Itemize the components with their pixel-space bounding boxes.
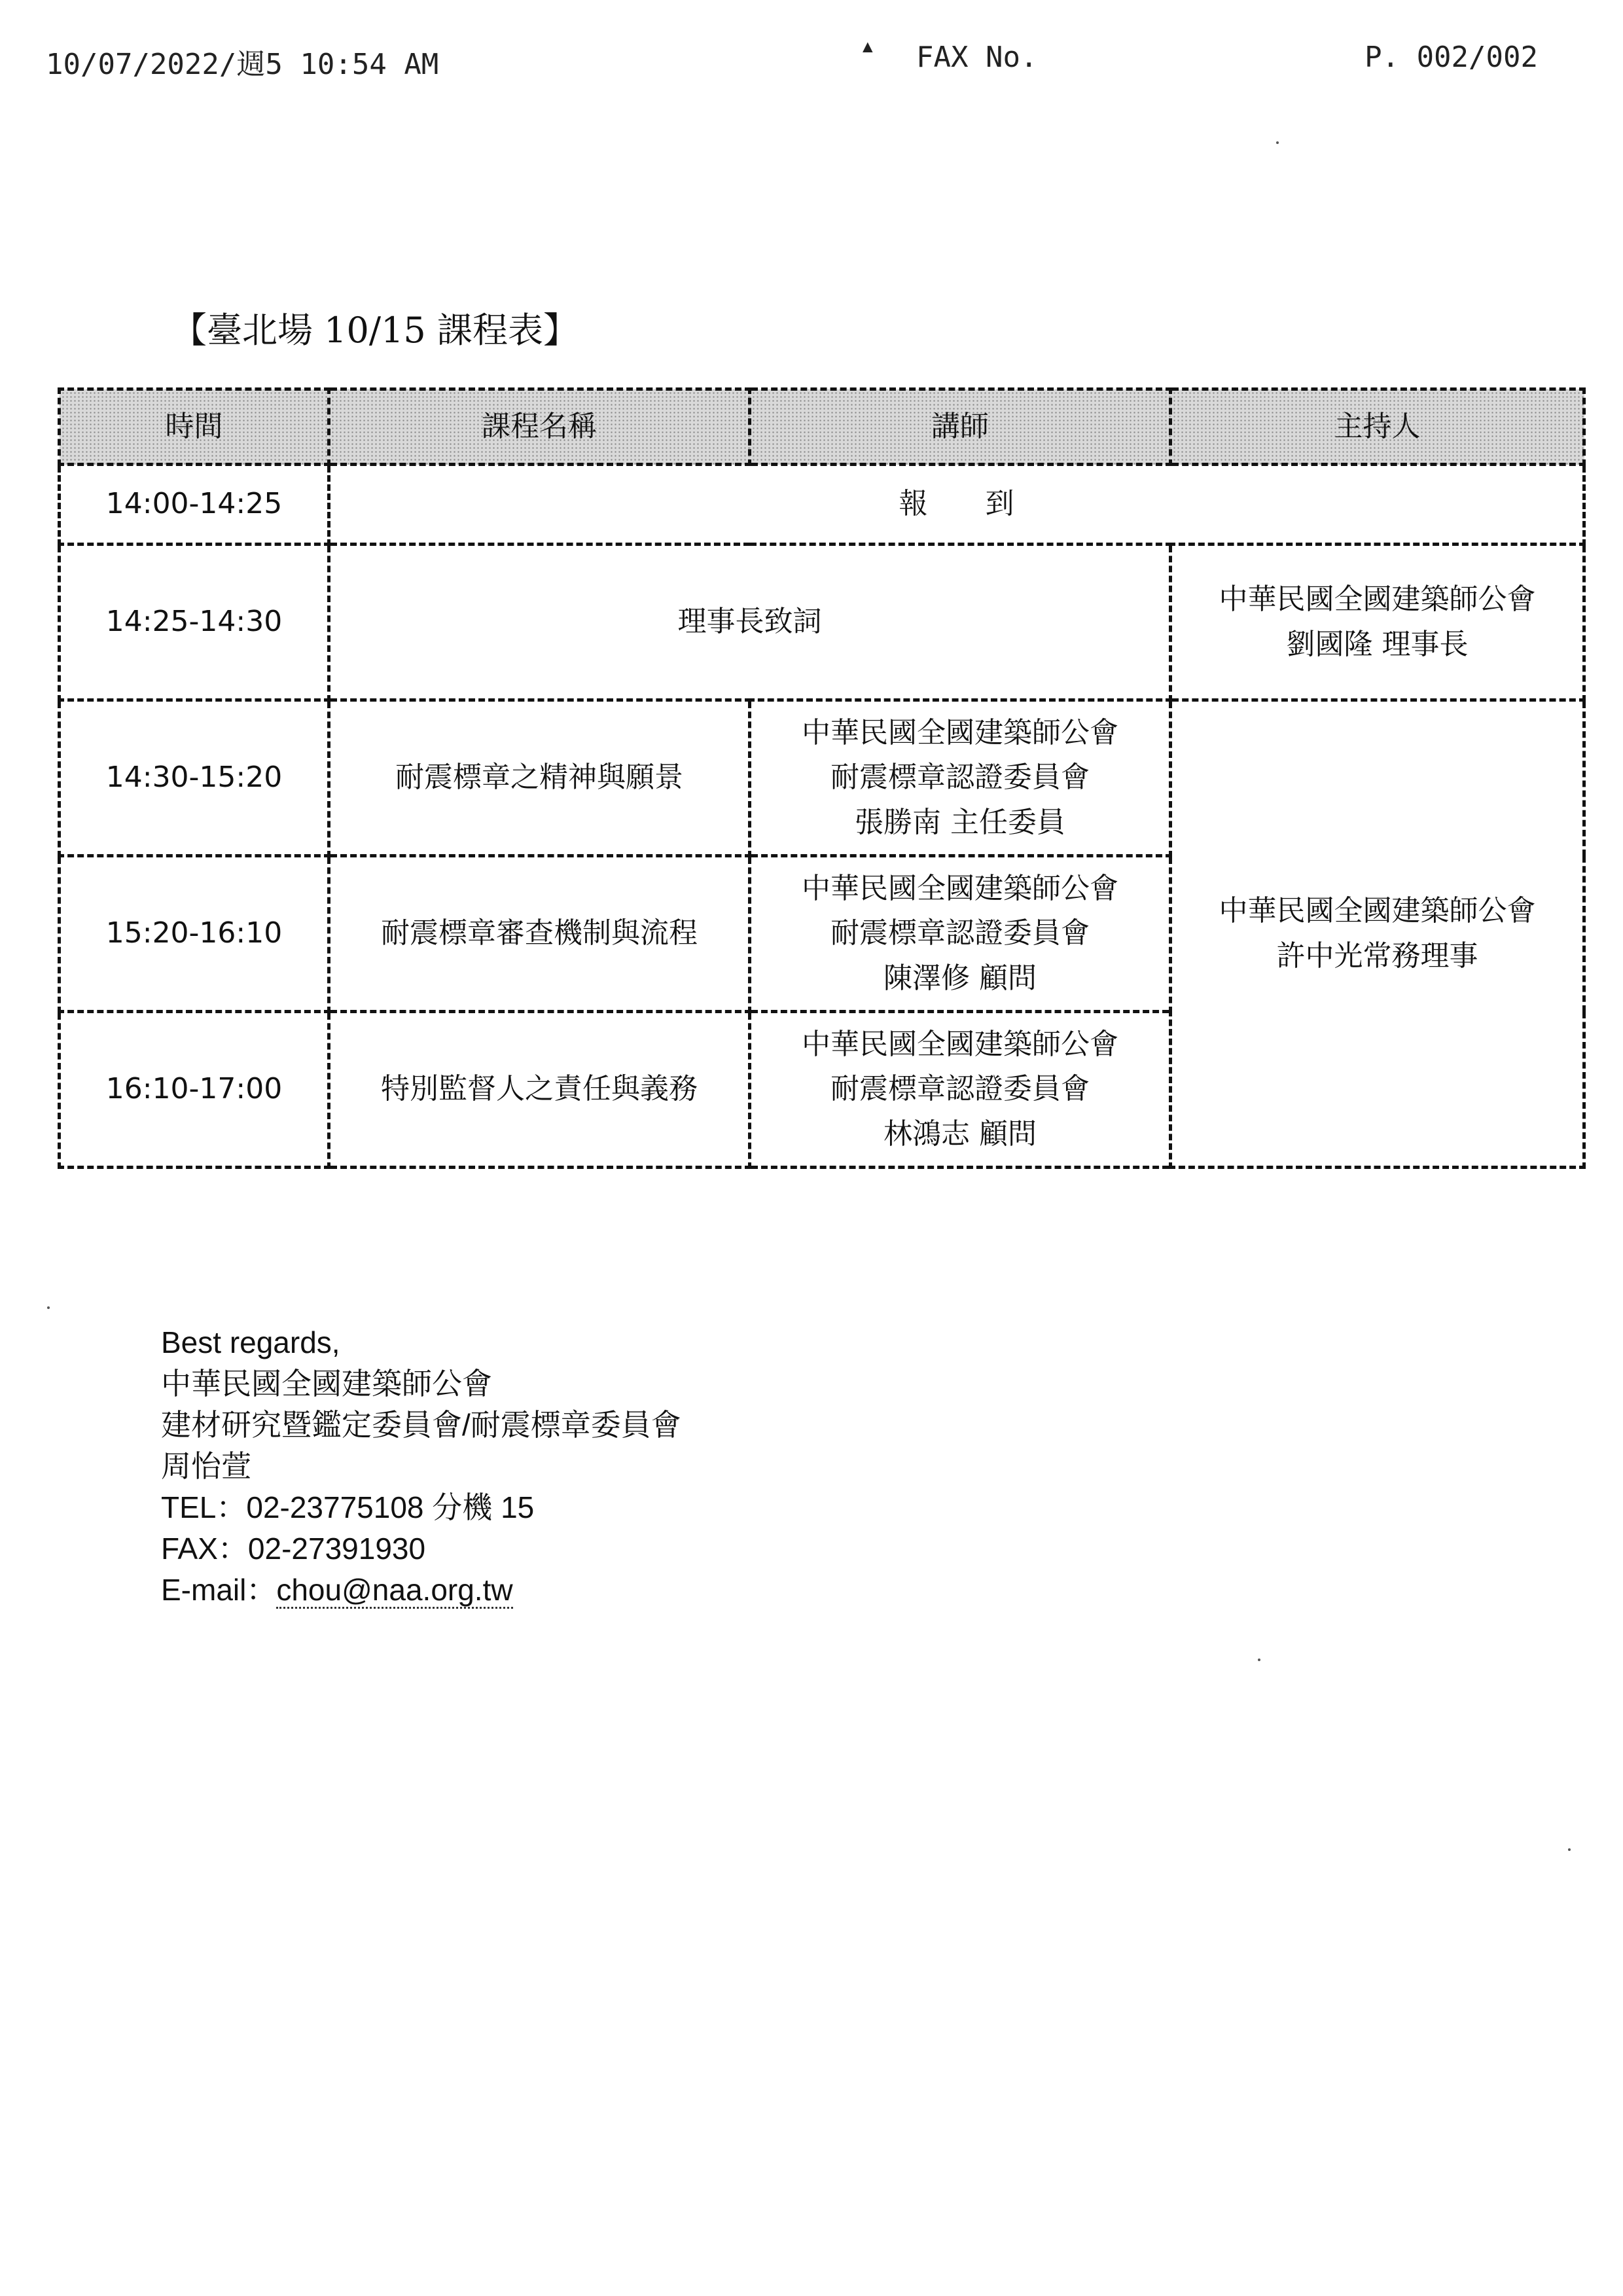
time-cell: 14:00-14:25	[60, 465, 329, 545]
header-lecturer: 講師	[750, 389, 1171, 465]
lecturer-line: 耐震標章認證委員會	[830, 916, 1090, 950]
page-title: 【臺北場 10/15 課程表】	[171, 310, 579, 351]
fax-number-label: FAX No.	[916, 41, 1038, 74]
course-cell: 耐震標章審查機制與流程	[329, 856, 750, 1012]
scan-speck	[1258, 1659, 1260, 1661]
lecturer-line: 陳澤修 顧問	[883, 961, 1037, 995]
header-course: 課程名稱	[329, 389, 750, 465]
table-row	[60, 465, 1584, 545]
time-cell: 14:30-15:20	[60, 700, 329, 856]
shared-host-cell	[1171, 700, 1584, 1168]
host-line: 許中光常務理事	[1276, 939, 1478, 973]
email-label: E-mail：	[161, 1573, 277, 1607]
table-row	[60, 700, 1584, 856]
lecturer-line: 林鴻志 顧問	[883, 1117, 1037, 1151]
schedule-table	[58, 387, 1586, 1169]
header-host: 主持人	[1171, 389, 1584, 465]
time-cell: 16:10-17:00	[60, 1012, 329, 1168]
signature-greeting: Best regards,	[161, 1325, 340, 1359]
scan-speck	[1276, 141, 1279, 144]
host-line: 中華民國全國建築師公會	[1219, 583, 1536, 617]
signature-fax: FAX：02-27391930	[161, 1532, 426, 1566]
table-row	[60, 545, 1584, 700]
email-link[interactable]: chou@naa.org.tw	[276, 1573, 512, 1609]
host-line: 中華民國全國建築師公會	[1219, 894, 1536, 928]
lecturer-line: 耐震標章認證委員會	[830, 1072, 1090, 1106]
lecturer-cell	[750, 1012, 1171, 1168]
lecturer-line: 中華民國全國建築師公會	[802, 1028, 1118, 1062]
course-cell: 特別監督人之責任與義務	[329, 1012, 750, 1168]
host-line: 劉國隆 理事長	[1286, 627, 1469, 661]
fax-datetime: 10/07/2022/週5 10:54 AM	[46, 48, 439, 81]
signature-organization: 中華民國全國建築師公會	[161, 1367, 492, 1401]
host-cell	[1171, 545, 1584, 700]
email-signature	[161, 1322, 681, 1611]
signature-telephone: TEL：02-23775108 分機 15	[161, 1490, 535, 1524]
course-cell: 耐震標章之精神與願景	[329, 700, 750, 856]
lecturer-line: 張勝南 主任委員	[855, 805, 1065, 839]
fax-header	[46, 37, 1538, 86]
scan-speck	[47, 1306, 50, 1309]
time-cell: 14:25-14:30	[60, 545, 329, 700]
lecturer-line: 中華民國全國建築師公會	[802, 872, 1118, 906]
lecturer-line: 中華民國全國建築師公會	[802, 716, 1118, 750]
time-cell: 15:20-16:10	[60, 856, 329, 1012]
registration-cell: 報 到	[329, 465, 1584, 545]
lecturer-cell	[750, 856, 1171, 1012]
signature-name: 周怡萱	[161, 1449, 251, 1483]
signature-email-line	[161, 1570, 681, 1611]
scan-speck	[1568, 1848, 1571, 1851]
course-cell: 理事長致詞	[329, 545, 1171, 700]
header-time: 時間	[60, 389, 329, 465]
fax-marker-icon: ▲	[863, 37, 873, 56]
signature-department: 建材研究暨鑑定委員會/耐震標章委員會	[161, 1408, 681, 1442]
lecturer-cell	[750, 700, 1171, 856]
fax-page-number: P. 002/002	[1364, 41, 1538, 74]
lecturer-line: 耐震標章認證委員會	[830, 761, 1090, 795]
table-header-row	[60, 389, 1584, 465]
